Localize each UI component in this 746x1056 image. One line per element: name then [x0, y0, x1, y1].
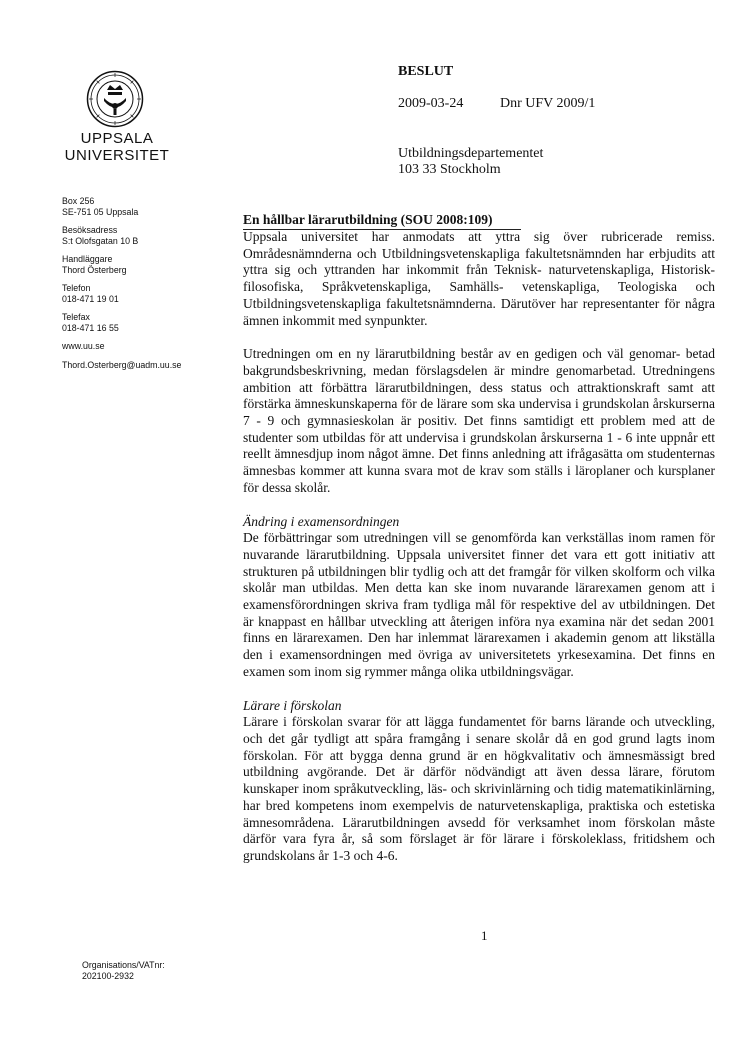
university-name-line2: UNIVERSITET: [64, 147, 170, 164]
phone-value: 018-471 19 01: [62, 293, 119, 304]
text-line: inom något ämne. Det finns anledning att ifrågasätta om studenternas: [336, 446, 715, 462]
recipient-address: [398, 146, 543, 178]
text-line: Lärarutbildningen avsedd för verksamhet inom förskolan måste därför vara: [243, 814, 715, 847]
text-line: vetenskapliga, Teologiska och Utbildningsvetenskapliga fakultetsnämnderna.: [243, 279, 715, 311]
org-value: 202100-2932: [82, 970, 134, 981]
text-line: och ämnesmässigt bred utbildning avgörande. Det är därför nödvändigt att: [243, 747, 715, 780]
paragraph: [243, 229, 715, 329]
handler-value: Thord Österberg: [62, 264, 127, 275]
text-line: att återigen införa nya examina när det sedan 2001 finns en lärarexamen. Den: [243, 613, 716, 646]
text-line: har inlemmat lärarexamen i akademin genom att likställa den i: [243, 630, 715, 663]
text-line: De förbättringar som utredningen vill se genomförda kan verkställas inom: [243, 530, 661, 546]
university-name: [58, 130, 176, 164]
organisation-number: [82, 960, 165, 981]
handler-label: Handläggare: [62, 254, 113, 264]
text-line: Utredningens ambition att förbättra lärarutbildningen, dess status och: [243, 362, 715, 395]
paragraph: [243, 530, 715, 680]
text-line: ramen för nuvarande lärarutbildning. Uppsala universitet finner det vara ett: [243, 530, 715, 562]
address-line: SE-751 05 Uppsala: [62, 206, 139, 217]
phone: [62, 283, 232, 304]
text-line: skrivinlärning och tidig matematikinlärning, har bred kompetens inom: [243, 781, 716, 813]
text-line: kursplaner för dessa skolår.: [243, 463, 715, 495]
text-line: Utredningen om en ny lärarutbildning består av en gedigen och väl genomar-: [243, 346, 686, 362]
text-line: examen som inom sig rymmer många olika utbildningsvägar.: [243, 663, 574, 679]
text-line: erbjudits att yttra sig och yttranden har inkommit från Teknisk-: [243, 245, 715, 278]
text-line: naturvetenskapliga, Historisk-filosofiska, Språkvetenskapliga, Samhälls-: [243, 262, 715, 295]
document-date: 2009-03-24: [398, 96, 464, 111]
org-label: Organisations/VATnr:: [82, 960, 165, 970]
website-link[interactable]: www.uu.se: [62, 341, 105, 351]
text-line: betad bakgrundsbeskrivning, medan förslagsdelen är mindre genomarbetad.: [243, 346, 715, 378]
text-line: grund lagts inom förskolan. För att bygga denna grund är en högkvalitativ: [243, 730, 715, 763]
text-line: utveckling, och det går tydligt att spåra framgång i senare skolår då en god: [243, 714, 715, 746]
phone-label: Telefon: [62, 283, 91, 293]
text-line: undervisa i grundskolan årskurserna 1 - 6 inte uppnår ett reellt ämnesdjup: [243, 429, 715, 462]
text-line: finns samtidigt ett problem med att de studenter som utbildas för att: [243, 413, 715, 445]
text-line: Därutöver har representanter för några ämnen inkommit med synpunkter.: [243, 295, 715, 328]
section-heading: Lärare i förskolan: [243, 697, 342, 713]
fax: [62, 312, 232, 333]
text-line: Lärare i förskolan svarar för att lägga fundamentet för barns lärande och: [243, 714, 655, 730]
paragraph: [243, 714, 715, 864]
email-link[interactable]: Thord.Osterberg@uadm.uu.se: [62, 359, 182, 370]
address-line: Box 256: [62, 196, 95, 206]
visit-label: Besöksadress: [62, 225, 118, 235]
text-line: undervisa i grundskolan årskurserna 7 - 9 och gymnasieskolan är positiv. Det: [243, 396, 715, 429]
text-line: grundskolans år 1-3 och 4-6.: [243, 847, 398, 863]
text-line: Områdesnämnderna och Utbildningsvetenskapliga fakultetsnämnden har: [243, 245, 649, 261]
handler: [62, 254, 232, 275]
section-heading: Ändring i examensordningen: [243, 513, 400, 529]
university-name-line1: UPPSALA: [80, 130, 154, 147]
text-line: ämnesbas kommer att kunna svara mot de krav som ställs i läroplaner och: [243, 463, 659, 479]
paragraph: [243, 346, 715, 496]
text-line: vilken skolform och vilka skolår man utbildas. Men detta kan ske inom: [243, 563, 715, 596]
text-line: exempelvis de naturvetenskapliga, praktiska och estetiska ämnesområdena.: [243, 797, 715, 830]
subject-title: En hållbar lärarutbildning (SOU 2008:109): [243, 212, 493, 227]
text-line: nuvarande lärarexamen genom att i examensförordningen skriva fram tydliga: [243, 580, 715, 613]
email: [62, 360, 232, 371]
recipient-line: Utbildningsdepartementet: [398, 146, 544, 161]
fax-label: Telefax: [62, 312, 90, 322]
document-type: BESLUT: [398, 64, 454, 79]
text-line: gott initiativ att strukturen på utbildningen blir tydlig och att det framgår för: [243, 546, 715, 579]
text-line: examensordningen med övriga av universitetets yrkesexamina. Det finns en: [279, 647, 715, 663]
text-line: fyra år, så som förslaget är för lärare i förskoleklass, fritidshem och: [312, 831, 716, 847]
letter-body: [243, 229, 715, 865]
text-line: även dessa lärare, förutom kunskaper inom språkutveckling, läs- och: [243, 764, 715, 797]
text-line: attraktionskraft samt att förstärka ämneskunskaperna för de lärare som ska: [243, 379, 715, 412]
page-number: 1: [481, 928, 488, 943]
recipient-line: 103 33 Stockholm: [398, 162, 501, 177]
uppsala-university-seal-icon: [86, 70, 144, 128]
website: [62, 341, 232, 352]
fax-value: 018-471 16 55: [62, 322, 119, 333]
document-dnr: Dnr UFV 2009/1: [500, 96, 596, 111]
visit-address: [62, 225, 232, 246]
text-line: mål för respektive del av utbildningen. Det är knappast en hållbar utveckling: [243, 597, 715, 629]
postal-address: [62, 196, 232, 217]
contact-sidebar: [62, 196, 232, 378]
visit-value: S:t Olofsgatan 10 B: [62, 235, 139, 246]
text-line: Uppsala universitet har anmodats att yttra sig över rubricerade remiss.: [243, 229, 715, 244]
